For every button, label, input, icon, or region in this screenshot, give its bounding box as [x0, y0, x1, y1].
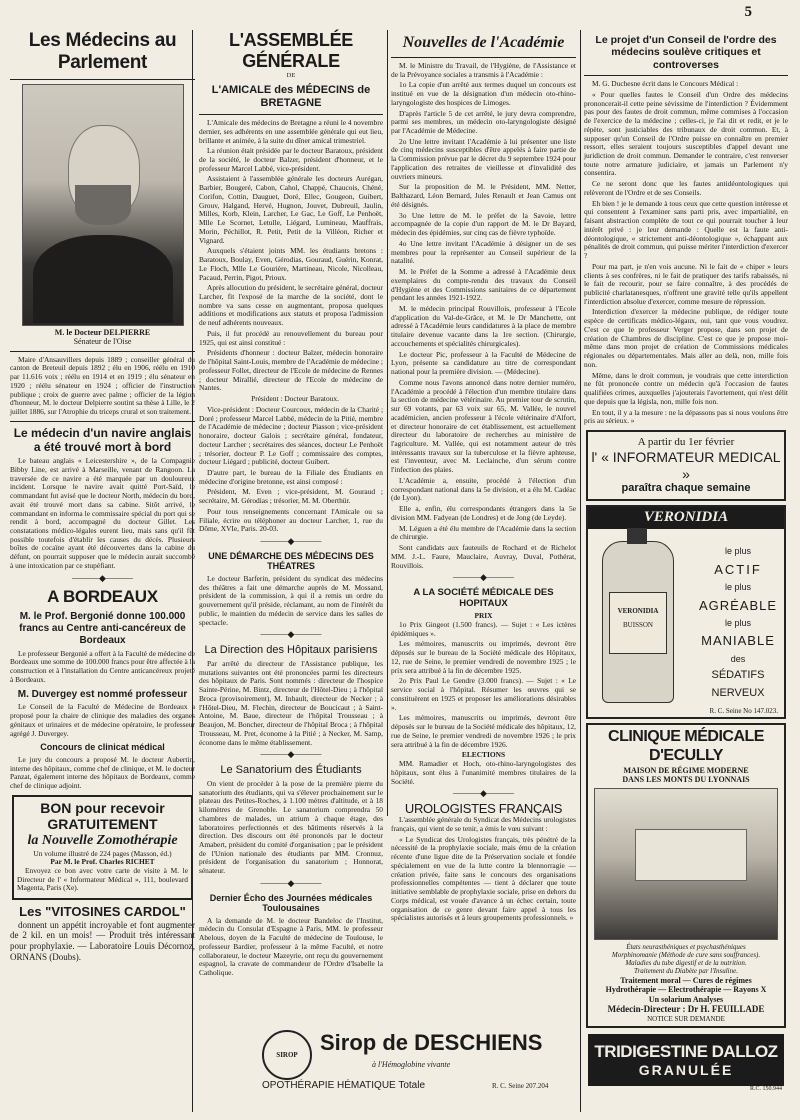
- prix-heading: PRIX: [474, 611, 493, 621]
- amicale-para: Président : Docteur Baratoux.: [251, 394, 339, 404]
- bon-gratuit-box: [12, 795, 193, 900]
- ornament-divider: ———◆———: [453, 572, 514, 583]
- veronidia-rc: R. C. Seine No 147.023.: [709, 706, 778, 715]
- bergonie-text: Le professeur Bergonié a offert à la Faculté de médecine de Bordeaux une somme de 100.000 francs pour être affectée à la construction et à l'installation du Centre anticancéreux projeté à Bordeaux.: [10, 648, 195, 684]
- uro-para: L'assemblée générale du Syndicat des Médecins urologistes français, qui vient de se tenir, a émis le vœu suivant :: [391, 815, 576, 833]
- headline-theatres: UNE DÉMARCHE DES MÉDECINS DES THÉATRES: [208, 550, 374, 572]
- deschiens-subtitle: à l'Hémoglobine vivante: [372, 1060, 451, 1069]
- portrait-caption-name: M. le Docteur DELPIERRE: [54, 327, 151, 337]
- tridi-line2: GRANULÉE: [638, 1061, 734, 1078]
- informateur-line3: paraîtra chaque semaine: [621, 482, 751, 495]
- ordre-para: Même, dans le droit commun, je voudrais que cette interdiction ne fût prononcée contre un médecin qu'à l'occasion de fautes qualifiées crimes, auxquelles j'ajouterais l'avortement, qui n'est délit que depuis que la législa, non, mille fois non.: [584, 370, 788, 406]
- clinic-sub2: DANS LES MONTS DU LYONNAIS: [622, 775, 750, 785]
- headline-hopitaux: La Direction des Hôpitaux parisiens: [204, 643, 378, 656]
- veronidia-copy: [684, 541, 792, 705]
- clinic-text: Morphinomanie (Méthode de cure sans souffrances).: [611, 950, 761, 959]
- ordre-para: M. G. Duchesne écrit dans le Concours Médical :: [592, 79, 739, 89]
- clinic-text: Traitement du Diabète par l'Insuline.: [634, 967, 738, 976]
- ordre-para: Pour ma part, je n'en vois aucune. Ni le fait de « chiper » leurs clients à ses confrères, ni le fait de pratiquer des tarifs rabaissés, ni le fait de recourir, pour se faire connaître, à des procédés de publicité charlatanesques, n'offrent une gravité telle qu'ils appellent l'interdiction absolue d'exercer, comme mesure de répression.: [584, 261, 788, 306]
- bottle-sub: BUISSON: [623, 621, 653, 630]
- bon-title: BON pour recevoir GRATUITEMENT: [40, 799, 165, 833]
- veronidia-copy-line: SÉDATIFS: [711, 669, 765, 682]
- academie-para: 4o Une lettre invitant l'Académie à désigner un de ses membres pour la représenter au Conseil supérieur de la natalité.: [391, 238, 576, 266]
- uro-para: « Le Syndicat des Urologistes français, très pénétré de la nécessité de la prophylaxie sociale, mais ému de la création récente d'une ligue dite de la Préservation sociale et fondée spécialement en vue de la lutte contre la blennorragie — création privée, faite sans le concours des organisations professionnelles compétentes — tient à déclarer que toute initiative semblable de prophylaxie sociale, prise en dehors du Corps médical, est vouée d'avance à un échec certain, toute organisation de ce genre devant faire appel à tous les spécialistes autorisés et à leurs groupements professionnels. »: [391, 834, 576, 923]
- veronidia-copy-line: ACTIF: [714, 561, 762, 577]
- academie-para: Comme nous l'avons annoncé dans notre dernier numéro, l'Académie a procédé à l'élection d'un membre titulaire dans la section de médecine vétérinaire. Au premier tour de scrutin, sur 69 votants, par 63 voix sur 65, M. Vallée, le nouvel académicien, ancien professeur à l'école vétérinaire d'Alfort, et directeur honoraire de cet établissement, est actuellement directeur du laboratoire de recherches au ministère de l'agriculture. M. Vallée, qui est notamment auteur de très intéressants travaux sur la tuberculose et la fièvre aphteuse, est l'inventeur, avec M. Leclainche, d'un sérum contre l'infection des plaies.: [391, 377, 576, 475]
- academie-para: M. le Ministre du Travail, de l'Hygiène, de l'Assistance et de la Prévoyance sociales a transmis à l'Académie :: [391, 60, 576, 79]
- veronidia-copy-line: le plus: [724, 617, 751, 628]
- ordre-para: « Pour quelles fautes le Conseil d'un Ordre des médecins prononcerait-il cette peine sévissime de l'interdiction ? Évidemment pas pour des fautes de droit commun, même commises à l'occasion de l'exercice de la médecine ; celles-ci, je l'ai dit et redit, et je le répète, sont justiciables des tribunaux de droit commun. Et, à supposer qu'un Conseil de l'Ordre puisse en connaître en premier ressort, elles seraient toujours susceptibles d'appel devant une juridiction de droit commun. Demander le contraire, c'est renverser toute notre armature judiciaire, et jamais un Parlement n'y consentira.: [584, 89, 788, 178]
- headline-societe-hopitaux: A LA SOCIÉTÉ MÉDICALE DES HOPITAUX: [413, 586, 554, 610]
- headline-parlement: Les Médecins au Parlement: [28, 30, 177, 74]
- amicale-para: Vice-président : Docteur Courcoux, médecin de la Charité ; Doré ; professeur Marcel Labbé, médecin de la Pitié, membre de l'Académie de médecine ; docteur Piasson ; vice-président honoraire, docteur Galois ; secrétaire général, fondateur, docteur Larcher ; secrétaires des séances, docteur Le Penhoët ; trésorier, docteur P. Le Goff ; commissaire des comptes, docteur Liégard ; publicité, docteur Guibert.: [199, 404, 383, 467]
- bottle-label: VERONIDIA: [617, 607, 659, 615]
- ornament-divider: ———◆———: [453, 788, 514, 799]
- bon-instructions: Envoyez ce bon avec votre carte de visite à M. le Directeur de l' « Informateur Médical », 111, boulevard Magenta, Paris (Xe).: [17, 865, 188, 893]
- academie-para: L'Académie a, ensuite, procédé à l'élection d'un correspondant national dans la 5e division, et a élu M. Cadéac (de Lyon).: [391, 475, 576, 503]
- ordre-para: Ce ne seront donc que les fautes antidéontologiques qui relèveront de l'Ordre et de ses Conseils.: [584, 179, 788, 197]
- veronidia-copy-line: le plus: [724, 581, 751, 592]
- clinique-ecully-ad: [586, 723, 786, 1028]
- theatres-text: Le docteur Barferin, président du syndicat des médecins des théâtres a fait une démarche auprès de M. Mossand, président de la commission, à qui il a remis un ordre du gouvernement qu'il préside, réclamant, au nom de l'intérêt du public, le maintien du médecin de service dans les salles de spectacle.: [199, 573, 383, 627]
- amicale-para: Pour tous renseignements concernant l'Amicale ou sa Filiale, écrire ou téléphoner au docteur Larcher, 1, rue du Dôme, XVIe, Paris. 20-03.: [199, 506, 383, 534]
- veronidia-copy-line: NERVEUX: [711, 687, 765, 700]
- informateur-line2: l' « INFORMATEUR MEDICAL »: [591, 449, 781, 482]
- deschiens-title: Sirop de DESCHIENS: [320, 1030, 543, 1055]
- amicale-para: Président, M. Even ; vice-président, M. Gouraud ; secrétaire, M. Gérodias ; trésorier, M. M. Oberthür.: [199, 487, 383, 506]
- bio-text: Maire d'Ansauvillers depuis 1889 ; conseiller général du canton de Breteuil depuis 1892 ; élu en 1906, réélu en 1910 par 11.616 voix ; réélu en 1914 et en 1919 ; élu sénateur en 1920 ; réélu sénateur en 1924 ; officier de l'instruction publique ; croix de guerre avec palme ; officier de la légion d'honneur, M. le docteur Delpierre soutint sa thèse à Lille, le 2 juillet 1886, sur l'Atrophie du triceps crural et son traitement.: [10, 354, 195, 417]
- academie-para: Elle a, enfin, élu correspondants étrangers dans la 5e division MM. Fadyean (de Londres) et de Jong (de Leyde).: [391, 504, 576, 522]
- headline-bordeaux: A BORDEAUX: [47, 587, 158, 607]
- column-parlement: [10, 30, 195, 1112]
- headline-urologistes: UROLOGISTES FRANÇAIS: [404, 800, 563, 816]
- amicale-intro: L'Amicale des médecins de Bretagne a réuni le 4 novembre dernier, ses adhérents en une assemblée générale qui eut lieu, brillante et animée, à la suite du dîner amical trimestriel.: [199, 118, 383, 145]
- veronidia-copy-line: le plus: [724, 546, 751, 556]
- headline-navire: Le médecin d'un navire anglais a été trouvé mort à bord: [13, 425, 192, 454]
- duvergey-text: Le Conseil de la Faculté de Médecine de Bordeaux a proposé pour la chaire de clinique des maladies des organes génitaux et urinaires et de médecine opératoire, le professeur agrégé J. Duvergey.: [10, 702, 195, 738]
- academie-para: Sont candidats aux fauteuils de Rochard et de Richelot MM. J.-L. Faure, Mauclaire, Auvray, Duval, Pothérat, Rouvillois.: [391, 543, 576, 570]
- clinic-notice: NOTICE SUR DEMANDE: [647, 1014, 725, 1023]
- academie-para: Sur la proposition de M. le Président, MM. Netter, Balthazard, Léon Bernard, Jules Renault et Jean Camus ont été désignés.: [391, 182, 576, 209]
- amicale-para: Puis, il fut procédé au renouvellement du bureau pour 1925, qui est ainsi constitué :: [199, 328, 383, 347]
- page-number: 5: [744, 4, 752, 20]
- academie-para: 3o Une lettre de M. le préfet de la Savoie, lettre accompagnée de la copie d'un rapport de M. le Dr Bayard, médecin des épidémies, sur cinq cas de fièvre typhoïde.: [391, 210, 576, 238]
- veronidia-copy-line: MANIABLE: [701, 633, 775, 649]
- clinic-treat: Traitement moral — Cures de régimes: [620, 975, 752, 985]
- prix-item: 2o Prix Paul Le Gendre (3.000 francs). — Sujet : « Le service social à l'hôpital. Résumer les œuvres qui se constituèrent en 1925 et proposer les améliorations désirables ».: [391, 676, 576, 712]
- bon-author: Par M. le Prof. Charles RICHET: [50, 857, 155, 867]
- concours-text: Le jury du concours a proposé M. le docteur Aubertin, interne des hôpitaux, comme chef de clinique, et M. le docteur Panzat, également interne des hôpitaux de Bordeaux, comme chef de clinique adjoint.: [10, 755, 195, 791]
- academie-para: 1o La copie d'un arrêté aux termes duquel un concours est institué en vue de la désignation d'un médecin oto-rhino-laryngologiste des hospices de Limoges.: [391, 80, 576, 107]
- veronidia-ad: [586, 505, 786, 719]
- portrait-caption-role: Sénateur de l'Oise: [73, 337, 132, 347]
- academie-para: Le docteur Pic, professeur à la Faculté de Médecine de Lyon, présente sa candidature au titre de correspondant national pour la première division. — (Médecine).: [391, 349, 576, 377]
- amicale-para: Après allocution du président, le secrétaire général, docteur Larcher, fit l'exposé de la marche de la société, dont le nombre va sans cesse en augmentant, proposa quelques additions et modifications aux statuts et proposa l'admission de neuf adhérents nouveaux.: [199, 283, 383, 328]
- ornament-divider: ———◆———: [260, 536, 322, 547]
- amicale-para: La réunion était présidée par le docteur Baratoux, président de la société, le docteur Balzer, président d'honneur, et le professeur Marcel Labbé, vice-président.: [199, 146, 383, 173]
- deschiens-tagline: OPOTHÉRAPIE HÉMATIQUE Totale: [262, 1080, 426, 1091]
- veronidia-brand: VERONIDIA: [588, 507, 784, 529]
- headline-de: DE: [286, 72, 296, 80]
- headline-amicale: L'AMICALE des MÉDECINS de BRETAGNE: [211, 84, 371, 110]
- cardol-title: Les "VITOSINES CARDOL": [19, 904, 186, 920]
- amicale-para: Assistaient à l'assemblée générale les docteurs Aurégan, Barbier, Bougeré, Cabon, Cahol, Chappé, Chaucois, Chéné, Corifon, Cottin, Dauguet, Doré, Ellec, Gougeon, Guibert, Grouv, Halgand, Hervé, Hugnon, Jouvet, Dubreuil, Jaulin, Milles, Korb, Klein, Larcher, Le Gac, Le Goff, Le Penhoët, Mlle Le Scornet, Letulle, Liégard, Lumineau, Mauffrais, Morin, Péchillot, R. Petit, Petit de la Villéon, Richer et Vignard.: [199, 174, 383, 245]
- headline-bergonie: M. le Prof. Bergonié donne 100.000 francs au Centre anti-cancéreux de Bordeaux: [19, 611, 186, 646]
- sirop-logo: SIROP: [262, 1030, 312, 1080]
- clinic-text: États neurasthéniques et psychasthéniques: [626, 942, 746, 951]
- clinic-treat: Hydrothérapie — Electrothérapie — Rayons X: [605, 985, 767, 995]
- ornament-divider: ———◆———: [260, 749, 322, 760]
- column-academie: [387, 30, 580, 923]
- tridi-rc: R.C. 150.944: [749, 1086, 782, 1093]
- bon-text: Un volume illustré de 224 pages (Masson, éd.): [33, 848, 172, 858]
- sanatorium-text: On vient de procéder à la pose de la première pierre du sanatorium des étudiants, qui va s'élever prochainement sur le plateau des Petites-Roches, à 1.100 mètres d'altitude, et à 18 kilomètres de Grenoble. Le sanatorium comprendra 50 chambres de malades, un atrium à chaque étage, des laboratoires perfectionnés et des bâtiments réservés à la direction. Des discours ont été prononcés par le docteur Amabert, président du comité d'organisation ; par le président de l'Union nationale des étudiants par MM. Cronnuz, président de l'organisation du sanatorium ; Honnorat, sénateur.: [199, 778, 383, 876]
- tridigestine-ad: [588, 1034, 784, 1087]
- veronidia-copy-line: AGRÉABLE: [698, 597, 778, 613]
- informateur-line1: A partir du 1er février: [637, 436, 735, 449]
- headline-conseil-ordre: Le projet d'un Conseil de l'ordre des médecins soulève critiques et controverses: [595, 34, 777, 71]
- headline-sanatorium: Le Sanatorium des Étudiants: [220, 763, 362, 776]
- column-conseil-ordre: [580, 30, 792, 1112]
- academie-para: M. le médecin principal Rouvillois, professeur à l'Ecole d'application du Val-de-Grâce, et M. le Dr Manchette, ont adressé à l'Académie leurs candidatures à la place de membre titulaire devenue vacante dans la 1re section. (Chirurgie, accouchements et spécialités chirurgicales).: [391, 303, 576, 348]
- ordre-para: Eh bien ! je le demande à tous ceux que cette question intéresse et qui consentent à l'examiner sans parti pris, avec impartialité, en faisant abstraction complète de tout ce qui pourrait toucher à leur intérêt privé : je leur demande : Quelle est la faute anti-déontologique, « strictement anti-déontologique », échappant aux pénalités de droit commun, qui puisse mériter l'interdiction d'exercer ?: [584, 198, 788, 261]
- elections-text: MM. Ramadier et Hoch, oto-rhino-laryngologistes des hôpitaux, sont élus à l'unanimité membres titulaires de la Société.: [391, 759, 576, 786]
- ornament-divider: ———◆———: [72, 572, 133, 583]
- headline-academie: Nouvelles de l'Académie: [402, 34, 565, 51]
- amicale-para: Présidents d'honneur : docteur Balzer, médecin honoraire de l'hôpital Saint-Louis, membre de l'Académie de médecine ; professeur Follet, directeur de l'Ecole de médecine de Rennes ; docteur Mirallié, directeur de l'Ecole de médecine de Nantes.: [199, 348, 383, 393]
- academie-para: D'après l'article 5 de cet arrêté, le jury devra comprendre, parmi ses membres, un médecin oto-laryngologiste désigné par l'Académie de Médecine.: [391, 108, 576, 136]
- clinic-treat: Un solarium Analyses: [648, 994, 724, 1004]
- informateur-notice: [586, 430, 786, 501]
- clinic-sub1: MAISON DE RÉGIME MODERNE: [623, 765, 749, 775]
- portrait-photo: [22, 84, 184, 326]
- bon-subtitle: la Nouvelle Zomothérapie: [27, 832, 178, 848]
- column-assemblee: [195, 30, 387, 978]
- headline-echo: Dernier Écho des Journées médicales Toulousaines: [209, 892, 373, 914]
- clinic-director: Médecin-Directeur : Dr H. FEUILLADE: [607, 1003, 765, 1014]
- clinic-text: Maladies du tube digestif et de la nutrition.: [625, 959, 747, 968]
- tridi-line1: TRIDIGESTINE DALLOZ: [594, 1041, 778, 1061]
- headline-concours: Concours de clinicat médical: [40, 742, 165, 753]
- ordre-para: En tout, il y a la mesure : ne la dépassons pas si nous voulons être pris au sérieux. »: [584, 407, 788, 426]
- clinic-photo: [594, 788, 778, 940]
- hopitaux-text: Par arrêté du directeur de l'Assistance publique, les mutations suivantes ont été prononcées parmi les directeurs des hôpitaux de Paris. Sont nommés : directeur de l'hospice Sainte-Périne, M. Bintz, directeur de l'Hôtel-Dieu ; à l'hôpital Broca (provisoirement), M. Inbault, directeur de Necker ; à l'Hôtel-Dieu, M. Flechin, directeur de Boucicaut ; à Saint-Antoine, M. Baue, directeur de l'hôpital Trousseau ; à Beaujon, M. Boncher, directeur de l'hôpital Broca ; à l'hôpital Trousseau, M. Pret, économe à la Pitié ; à Necker, M. Samp, économe dans le même établissement.: [199, 658, 383, 747]
- veronidia-bottle: [602, 541, 674, 703]
- amicale-para: D'autre part, le bureau de la Filiale des Étudiants en médecine d'origine bretonne, est ainsi composé :: [199, 467, 383, 486]
- clinic-title: CLINIQUE MÉDICALE D'ECULLY: [608, 728, 764, 764]
- veronidia-copy-line: des: [730, 653, 746, 664]
- ornament-divider: ———◆———: [260, 877, 322, 888]
- navire-text: Le bateau anglais « Leicestershire », de la Compagnie Bibby Line, est arrivé à Marseille, venant de Rangoon. La traversée de ce navire a été marquée par un douloureux incident. Lorsque le navire avait quitté Port-Saïd, le commandant fut avisé que le docteur North, médecin du bord, avait été trouvé mort dans sa cabine. Sitôt arrivé, le commandant en informa le commissaire spécial du port qui se rendit à bord, accompagné du docteur Gillet. Les constatations médico-légales eurent lieu, mais sans qu'il fût possible toutefois d'établir les causes du décès. Plusieurs boîtes de cocaïne ayant été découvertes dans la cabine du défunt, on pourrait supposer que le médecin aurait succombé à une intoxication par ce stupéfiant.: [10, 456, 195, 570]
- cardol-text: donnent un appétit incroyable et font augmenter de 2 kil. en un mois! — Produit très intéressant pour prophylaxie. — Laboratoire Louis Décornoz, ORNANS (Doubs).: [10, 919, 195, 962]
- echo-text: A la demande de M. le docteur Bandeloc de l'Institut, médecin du Consulat d'Espagne à Paris, MM. le professeur Abelous, doyen de la Faculté de médecine de Toulouse, le professeur Bardier, professeur à la même Faculté, et notre collaborateur, le docteur Mazeyrie, ont reçu du gouvernement espagnol, la cravate de commandeur de l'Ordre d'Isabelle la Catholique.: [199, 915, 383, 978]
- deschiens-rc: R. C. Seine 207.204: [492, 1082, 549, 1090]
- elections-heading: ELECTIONS: [461, 750, 506, 760]
- academie-para: M. le Préfet de la Somme a adressé à l'Académie deux exemplaires du compte-rendu des travaux du Conseil d'Hygiène et des Commissions sanitaires de ce département pendant les années 1921-1922.: [391, 267, 576, 303]
- headline-assemblee: L'ASSEMBLÉE GÉNÉRALE: [229, 30, 353, 72]
- deschiens-ad: [262, 1028, 580, 1112]
- prix-item: 1o Prix Gingeot (1.500 francs). — Sujet : « Les ictères épidémiques ».: [391, 620, 576, 638]
- prix-text: Les mémoires, manuscrits ou imprimés, devront être déposés sur le bureau de la Société médicale des hôpitaux, 12, rue de Seine, le premier vendredi de novembre 1926 ; le prix sera attribué à la fin de décembre 1926.: [391, 713, 576, 749]
- academie-para: M. Léguen a été élu membre de l'Académie dans la section de chirurgie.: [391, 523, 576, 542]
- ornament-divider: ———◆———: [260, 629, 322, 640]
- prix-text: Les mémoires, manuscrits ou imprimés, devront être déposés sur le bureau de la Société médicale des Hôpitaux, 12, rue de Seine, le premier vendredi de novembre 1925 ; le prix sera attribué à la fin de décembre 1925.: [391, 639, 576, 675]
- academie-para: 2o Une lettre invitant l'Académie à lui présenter une liste de cinq médecins susceptibles d'être appelés à faire partie de la Commission prévue par le décret du 9 septembre 1924 pour l'application des retraites de vieillesse et d'invalidité des ouvriers mineurs.: [391, 136, 576, 181]
- headline-duvergey: M. Duvergey est nommé professeur: [17, 688, 188, 700]
- ordre-para: Interdiction d'exercer la médecine publique, de rédiger toute espèce de certificats médico-légaux, oui, tant que vous voudrez. C'est ce que le professeur Verger propose, dans son projet de création de Chambres de discipline. C'est ce que je propose moi-même dans mon projet de création de Commissions médicales régionales ou départementales. Mais aller au delà, non, mille fois non.: [584, 307, 788, 369]
- amicale-para: Auxquels s'étaient joints MM. les étudiants bretons : Baratoux, Boulay, Even, Gérodias, Gouraud, Guérin, Konrat, Le Floch, Mlle Le Gourière, Martineau, Nicole, Nicolleau, Pacaud, Perrin, Pigot, Prioux.: [199, 246, 383, 282]
